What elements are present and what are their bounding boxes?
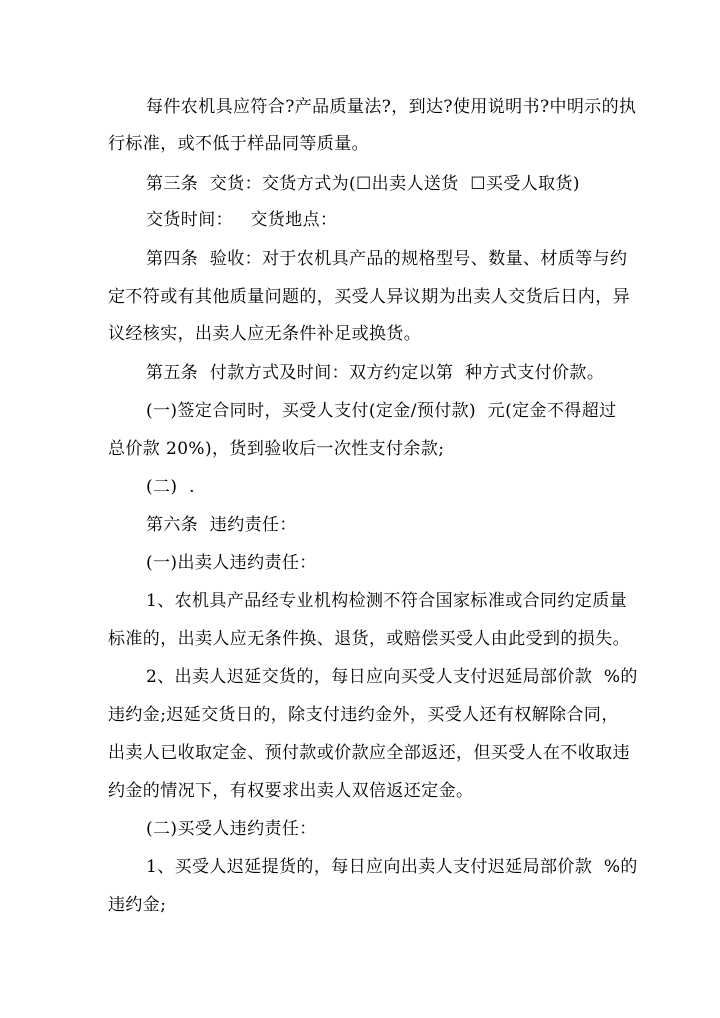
text-line: 总价款 20%)，货到验收后一次性支付余款; (108, 439, 445, 459)
text-line: (二) . (146, 477, 195, 497)
text-line: 定不符或有其他质量问题的，买受人异议期为出卖人交货后日内，异 (108, 287, 630, 307)
text-line: (一)签定合同时，买受人支付(定金/预付款) 元(定金不得超过 (146, 401, 617, 421)
text-line: (一)出卖人违约责任： (146, 553, 317, 573)
text-line: 约金的情况下，有权要求出卖人双倍返还定金。 (108, 781, 474, 801)
text-line: 违约金;迟延交货日的，除支付违约金外，买受人还有权解除合同， (108, 705, 619, 725)
text-line: 议经核实，出卖人应无条件补足或换货。 (108, 324, 422, 344)
text-line: 2、出卖人迟延交货的，每日应向买受人支付迟延局部价款 %的 (146, 667, 638, 687)
text-line: 标准的，出卖人应无条件换、退货，或赔偿买受人由此受到的损失。 (108, 629, 630, 649)
text-line: (二)买受人违约责任： (146, 819, 317, 839)
text-line: 违约金; (108, 895, 167, 915)
text-line: 交货时间： 交货地点： (146, 210, 338, 230)
text-line: 出卖人已收取定金、预付款或价款应全部返还，但买受人在不收取违 (108, 743, 630, 763)
text-line: 第四条 验收：对于农机具产品的规格型号、数量、材质等与约 (146, 249, 628, 269)
text-line: 第五条 付款方式及时间：双方约定以第 种方式支付价款。 (146, 363, 605, 383)
text-line: 每件农机具应符合?产品质量法?，到达?使用说明书?中明示的执 (146, 97, 637, 117)
text-line: 1、农机具产品经专业机构检测不符合国家标准或合同约定质量 (146, 591, 628, 611)
text-line: 第六条 违约责任： (146, 515, 297, 535)
text-line: 行标准，或不低于样品同等质量。 (108, 134, 369, 154)
text-line: 1、买受人迟延提货的，每日应向出卖人支付迟延局部价款 %的 (146, 857, 638, 877)
text-line: 第三条 交货：交货方式为(☐出卖人送货 ☐买受人取货) (146, 174, 580, 194)
